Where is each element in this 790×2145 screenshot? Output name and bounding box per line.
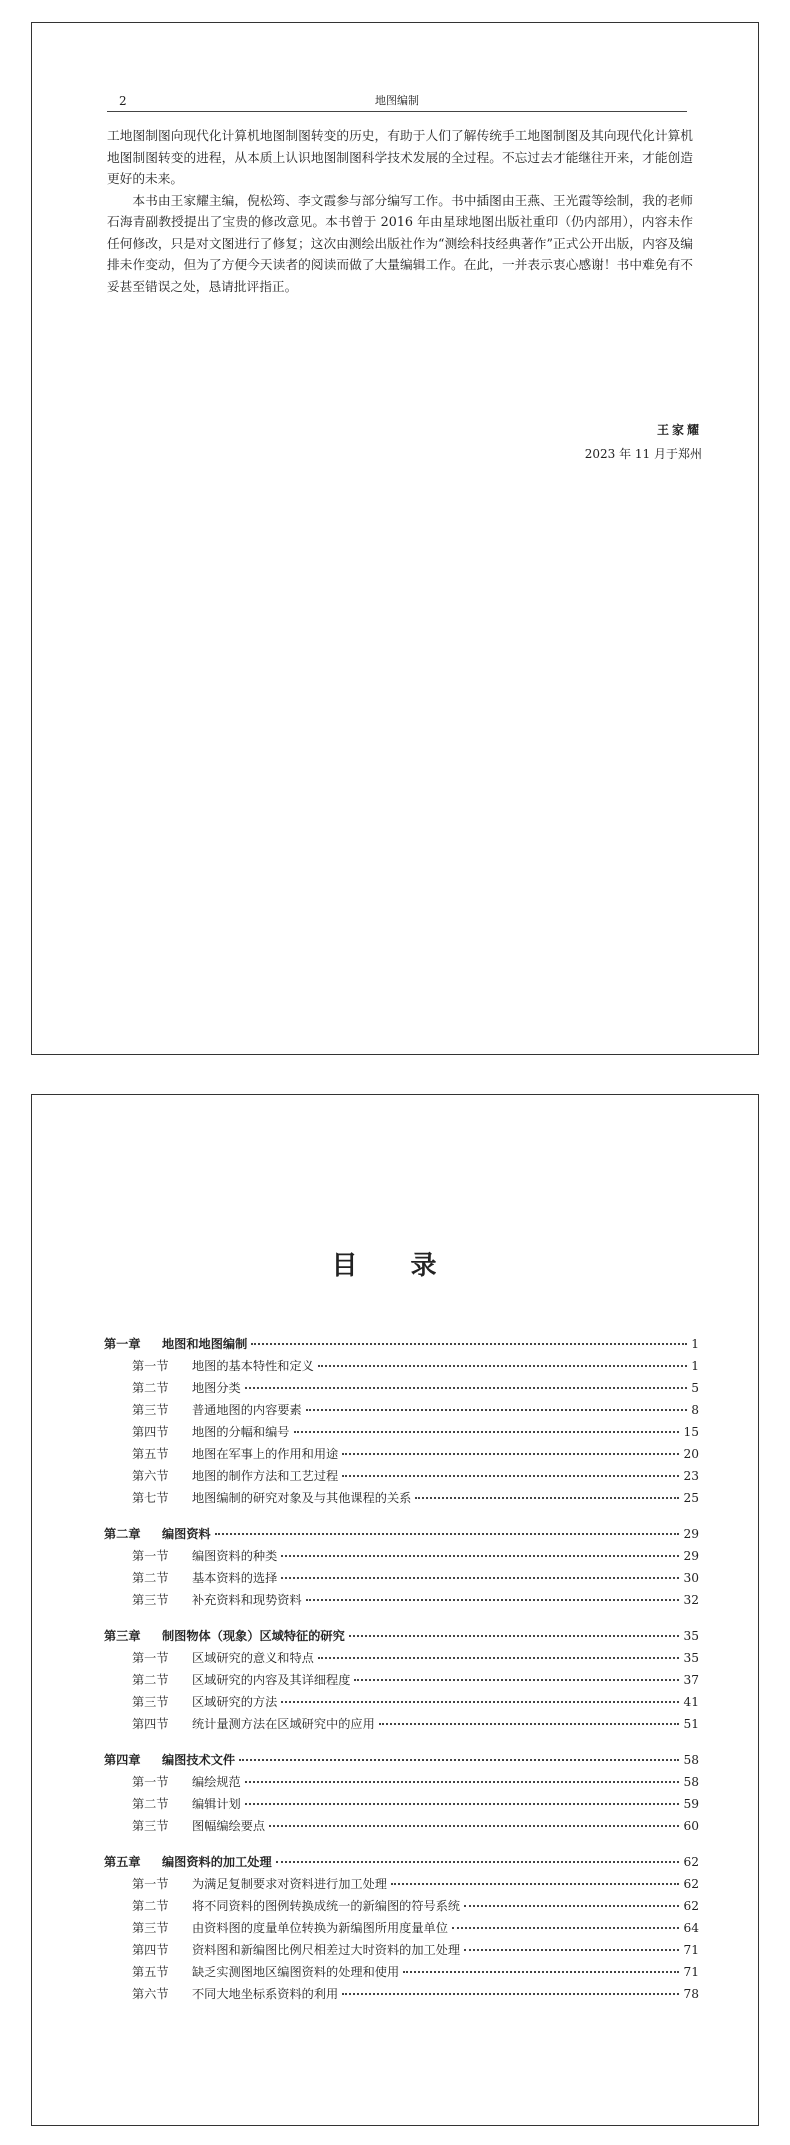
toc-entry-title: 地图在军事上的作用和用途 [192, 1447, 339, 1461]
dot-leader [342, 1452, 679, 1455]
toc-entry-label [132, 1467, 338, 1484]
toc-entry-label [132, 1715, 375, 1732]
preface-paragraph-1: 工地图制图向现代化计算机地图制图转变的历史，有助于人们了解传统手工地图制图及其向现代化计算机地图制图转变的进程，从本质上认识地图制图科学技术发展的全过程。不忘过去才能继往开来，才能创造更好的未来。 [107, 128, 693, 186]
toc-chapter-row [104, 1525, 699, 1547]
toc-page-number: 35 [683, 1629, 699, 1643]
toc-page-number: 71 [683, 1943, 699, 1957]
toc-entry-label [132, 1919, 448, 1936]
toc-entry-title: 区域研究的方法 [192, 1695, 278, 1709]
toc-section-row [104, 1963, 699, 1985]
toc-entry-title: 缺乏实测图地区编图资料的处理和使用 [192, 1965, 400, 1979]
toc-section-row [104, 1795, 699, 1817]
page-number: 2 [119, 94, 127, 108]
toc-section-row [104, 1467, 699, 1489]
toc-chapter-row [104, 1751, 699, 1773]
toc-entry-title: 将不同资料的图例转换成统一的新编图的符号系统 [192, 1899, 461, 1913]
toc-section-row [104, 1919, 699, 1941]
toc-section-row [104, 1693, 699, 1715]
contents-page [31, 1094, 759, 2126]
toc-page-number: 58 [683, 1775, 699, 1789]
toc-entry-label [132, 1773, 241, 1790]
running-title: 地图编制 [375, 94, 419, 107]
toc-entry-number: 第一节 [132, 1359, 169, 1373]
author-signature: 王家耀 [656, 423, 702, 437]
dot-leader [318, 1364, 687, 1367]
toc-page-number: 29 [683, 1527, 699, 1541]
dot-leader [391, 1882, 679, 1885]
toc-section-row [104, 1547, 699, 1569]
toc-entry-title: 编图资料的种类 [192, 1549, 278, 1563]
toc-entry-number: 第五节 [132, 1965, 169, 1979]
toc-entry-title: 编绘规范 [192, 1775, 241, 1789]
toc-page-number: 62 [683, 1855, 699, 1869]
dot-leader [464, 1948, 679, 1951]
toc-entry-number: 第一节 [132, 1877, 169, 1891]
toc-page-number: 1 [691, 1337, 699, 1351]
toc-entry-title: 编图技术文件 [162, 1753, 236, 1767]
toc-entry-label [132, 1985, 338, 2002]
toc-page-number: 62 [683, 1899, 699, 1913]
dot-leader [276, 1860, 680, 1863]
dot-leader [269, 1824, 679, 1827]
dot-leader [239, 1758, 679, 1761]
toc-entry-number: 第七节 [132, 1491, 169, 1505]
toc-entry-title: 编辑计划 [192, 1797, 241, 1811]
toc-section-row [104, 1423, 699, 1445]
toc-page-number: 8 [691, 1403, 699, 1417]
toc-entry-number: 第二节 [132, 1899, 169, 1913]
toc-section-row [104, 1569, 699, 1591]
toc-entry-label [132, 1693, 277, 1710]
toc-page-number: 23 [683, 1469, 699, 1483]
dot-leader [281, 1554, 679, 1557]
toc-page-number: 1 [691, 1359, 699, 1373]
toc-entry-label [132, 1649, 314, 1666]
toc-entry-label [132, 1547, 277, 1564]
toc-entry-label [132, 1569, 277, 1586]
toc-section-row [104, 1715, 699, 1737]
toc-entry-title: 统计量测方法在区域研究中的应用 [192, 1717, 375, 1731]
toc-page-number: 5 [691, 1381, 699, 1395]
toc-entry-number: 第三节 [132, 1819, 169, 1833]
toc-page-number: 30 [683, 1571, 699, 1585]
dot-leader [403, 1970, 679, 1973]
dot-leader [342, 1992, 679, 1995]
toc-chapter-row [104, 1853, 699, 1875]
toc-entry-label [132, 1963, 399, 1980]
toc-entry-number: 第五节 [132, 1447, 169, 1461]
toc-section-row [104, 1591, 699, 1613]
toc-entry-title: 不同大地坐标系资料的利用 [192, 1987, 339, 2001]
toc-entry-title: 补充资料和现势资料 [192, 1593, 302, 1607]
toc-entry-number: 第三节 [132, 1403, 169, 1417]
toc-section-row [104, 1817, 699, 1839]
toc-entry-title: 图幅编绘要点 [192, 1819, 266, 1833]
toc-page-number: 25 [683, 1491, 699, 1505]
toc-entry-number: 第四节 [132, 1425, 169, 1439]
toc-entry-number: 第二节 [132, 1673, 169, 1687]
toc-entry-title: 为满足复制要求对资料进行加工处理 [192, 1877, 387, 1891]
toc-entry-number: 第四节 [132, 1943, 169, 1957]
toc-entry-title: 普通地图的内容要素 [192, 1403, 302, 1417]
toc-section-row [104, 1379, 699, 1401]
toc-entry-number: 第六节 [132, 1469, 169, 1483]
toc-page-number: 58 [683, 1753, 699, 1767]
toc-page-number: 78 [683, 1987, 699, 2001]
toc-page-number: 29 [683, 1549, 699, 1563]
toc-entry-title: 区域研究的意义和特点 [192, 1651, 314, 1665]
toc-page-number: 35 [683, 1651, 699, 1665]
toc-entry-title: 区域研究的内容及其详细程度 [192, 1673, 351, 1687]
signature-date: 2023 年 11 月于郑州 [584, 447, 702, 461]
toc-page-number: 15 [683, 1425, 699, 1439]
toc-entry-number: 第二节 [132, 1381, 169, 1395]
toc-section-row [104, 1671, 699, 1693]
toc-page-number: 20 [683, 1447, 699, 1461]
toc-entry-title: 地图和地图编制 [162, 1337, 248, 1351]
dot-leader [245, 1386, 687, 1389]
dot-leader [306, 1598, 680, 1601]
toc-entry-number: 第二节 [132, 1571, 169, 1585]
toc-entry-title: 编图资料的加工处理 [162, 1855, 272, 1869]
toc-entry-label [104, 1525, 211, 1542]
dot-leader [415, 1496, 679, 1499]
toc-entry-number: 第五章 [104, 1855, 141, 1869]
toc-page-number: 71 [683, 1965, 699, 1979]
dot-leader [245, 1780, 680, 1783]
toc-entry-number: 第一节 [132, 1775, 169, 1789]
toc-page-number: 32 [683, 1593, 699, 1607]
preface-body [107, 125, 693, 297]
dot-leader [251, 1342, 687, 1345]
toc-entry-label [104, 1751, 235, 1768]
toc-entry-title: 地图分类 [192, 1381, 241, 1395]
dot-leader [349, 1634, 680, 1637]
toc-entry-label [132, 1357, 314, 1374]
toc-entry-number: 第三节 [132, 1593, 169, 1607]
dot-leader [452, 1926, 680, 1929]
toc-entry-number: 第四章 [104, 1753, 141, 1767]
toc-section-row [104, 1875, 699, 1897]
toc-entry-label [104, 1335, 247, 1352]
dot-leader [215, 1532, 680, 1535]
toc-page-number: 59 [683, 1797, 699, 1811]
toc-section-row [104, 1985, 699, 2007]
toc-title: 目 录 [331, 1251, 459, 1281]
dot-leader [379, 1722, 680, 1725]
toc-chapter-row [104, 1627, 699, 1649]
toc-entry-title: 制图物体（现象）区域特征的研究 [162, 1629, 345, 1643]
dot-leader [464, 1904, 679, 1907]
toc-entry-title: 地图编制的研究对象及与其他课程的关系 [192, 1491, 412, 1505]
dot-leader [354, 1678, 679, 1681]
toc-entry-label [104, 1627, 345, 1644]
toc-entry-number: 第三章 [104, 1629, 141, 1643]
toc-entry-label [132, 1795, 241, 1812]
toc-entry-label [132, 1401, 302, 1418]
toc-entry-title: 资料图和新编图比例尺相差过大时资料的加工处理 [192, 1943, 461, 1957]
dot-leader [318, 1656, 680, 1659]
toc-page-number: 51 [683, 1717, 699, 1731]
toc-section-row [104, 1489, 699, 1511]
preface-page [31, 22, 759, 1055]
toc-entry-label [132, 1591, 302, 1608]
toc-entry-label [132, 1897, 460, 1914]
toc-entry-title: 基本资料的选择 [192, 1571, 278, 1585]
toc-entry-number: 第三节 [132, 1921, 169, 1935]
toc-page-number: 60 [683, 1819, 699, 1833]
table-of-contents [104, 1335, 699, 2007]
toc-entry-number: 第一章 [104, 1337, 141, 1351]
dot-leader [245, 1802, 680, 1805]
toc-section-row [104, 1445, 699, 1467]
toc-entry-label [132, 1941, 460, 1958]
toc-entry-number: 第四节 [132, 1717, 169, 1731]
running-header [107, 93, 687, 112]
toc-entry-number: 第二节 [132, 1797, 169, 1811]
toc-entry-title: 由资料图的度量单位转换为新编图所用度量单位 [192, 1921, 448, 1935]
dot-leader [306, 1408, 688, 1411]
toc-page-number: 64 [683, 1921, 699, 1935]
toc-section-row [104, 1649, 699, 1671]
toc-section-row [104, 1773, 699, 1795]
toc-entry-label [132, 1423, 290, 1440]
toc-entry-label [132, 1445, 338, 1462]
toc-entry-label [132, 1875, 387, 1892]
toc-entry-number: 第一节 [132, 1651, 169, 1665]
toc-entry-label [132, 1671, 350, 1688]
toc-entry-label [104, 1853, 272, 1870]
preface-paragraph-2: 本书由王家耀主编，倪松筠、李文霞参与部分编写工作。书中插图由王燕、王光霞等绘制，我的老师石海青副教授提出了宝贵的修改意见。本书曾于 2016 年由星球地图出版社重印（仍内部用），内容未作任何修改，只是对文图进行了修复；这次由测绘出版社作为“测绘科技经典著作”正式公开出版，内容及编排未作变动，但为了方便今天读者的阅读而做了大量编辑工作。在此，一并表示衷心感谢！书中难免有不妥甚至错误之处，恳请批评指正。 [107, 192, 693, 294]
toc-page-number: 37 [683, 1673, 699, 1687]
toc-entry-title: 地图的基本特性和定义 [192, 1359, 314, 1373]
toc-page-number: 41 [683, 1695, 699, 1709]
toc-entry-number: 第二章 [104, 1527, 141, 1541]
toc-section-row [104, 1897, 699, 1919]
toc-entry-number: 第一节 [132, 1549, 169, 1563]
toc-entry-title: 地图的制作方法和工艺过程 [192, 1469, 339, 1483]
toc-entry-number: 第六节 [132, 1987, 169, 2001]
toc-chapter-row [104, 1335, 699, 1357]
dot-leader [281, 1700, 679, 1703]
toc-entry-label [132, 1817, 265, 1834]
toc-entry-label [132, 1489, 411, 1506]
dot-leader [342, 1474, 679, 1477]
toc-section-row [104, 1357, 699, 1379]
toc-entry-label [132, 1379, 241, 1396]
dot-leader [294, 1430, 680, 1433]
toc-section-row [104, 1401, 699, 1423]
dot-leader [281, 1576, 679, 1579]
toc-entry-number: 第三节 [132, 1695, 169, 1709]
toc-page-number: 62 [683, 1877, 699, 1891]
toc-entry-title: 编图资料 [162, 1527, 211, 1541]
toc-entry-title: 地图的分幅和编号 [192, 1425, 290, 1439]
toc-section-row [104, 1941, 699, 1963]
